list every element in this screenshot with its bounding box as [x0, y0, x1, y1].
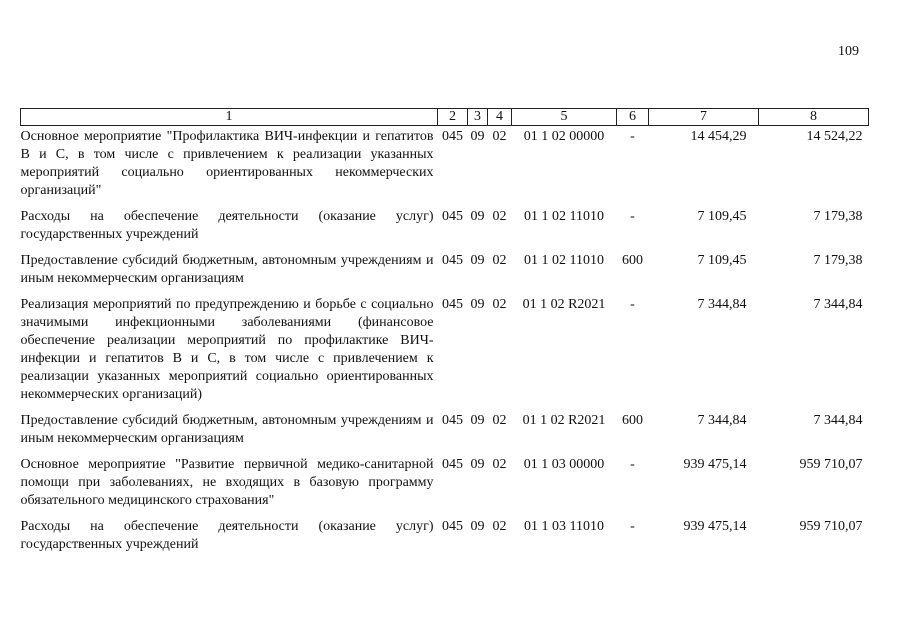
- row-subsection-code: 02: [492, 297, 507, 312]
- row-expense-type: -: [630, 519, 635, 534]
- row-name: Расходы на обеспечение деятельности (оказание услуг) государственных учреждений: [20, 209, 434, 242]
- row-section-code: 09: [470, 253, 485, 268]
- header-col-5: 5: [512, 109, 617, 126]
- row-section-code: 09: [470, 297, 485, 312]
- table-header-row: [21, 109, 869, 126]
- row-admin-code: 045: [442, 457, 463, 472]
- row-name: Основное мероприятие "Профилактика ВИЧ-инфекции и гепатитов В и С, в том числе с привлечением к реализации указанных мероприятий социально ориентированных некоммерческих организаций": [20, 129, 434, 198]
- table-row: [21, 296, 869, 412]
- row-expense-type: -: [630, 129, 635, 144]
- row-amount-year1: 7 109,45: [697, 253, 747, 268]
- row-name: Расходы на обеспечение деятельности (оказание услуг) государственных учреждений: [20, 519, 434, 552]
- table-row: [21, 518, 869, 562]
- row-subsection-code: 02: [492, 413, 507, 428]
- row-admin-code: 045: [442, 253, 463, 268]
- row-section-code: 09: [470, 519, 485, 534]
- page-number: 109: [838, 44, 859, 59]
- row-subsection-code: 02: [492, 209, 507, 224]
- row-amount-year2: 7 179,38: [813, 209, 863, 224]
- row-target-article: 01 1 03 11010: [524, 519, 604, 534]
- budget-table: [20, 108, 869, 562]
- row-section-code: 09: [470, 457, 485, 472]
- row-amount-year1: 7 109,45: [697, 209, 747, 224]
- header-col-7: 7: [649, 109, 759, 126]
- row-target-article: 01 1 02 R2021: [522, 413, 606, 428]
- row-target-article: 01 1 02 11010: [524, 209, 604, 224]
- table-row: [21, 252, 869, 296]
- row-expense-type: -: [630, 297, 635, 312]
- row-amount-year2: 959 710,07: [799, 457, 863, 472]
- header-col-6: 6: [617, 109, 649, 126]
- row-admin-code: 045: [442, 209, 463, 224]
- header-col-2: 2: [438, 109, 468, 126]
- row-target-article: 01 1 02 00000: [523, 129, 605, 144]
- table-row: [21, 412, 869, 456]
- row-admin-code: 045: [442, 519, 463, 534]
- row-section-code: 09: [470, 209, 485, 224]
- row-expense-type: -: [630, 209, 635, 224]
- row-expense-type: 600: [622, 253, 643, 268]
- row-name: Основное мероприятие "Развитие первичной медико-санитарной помощи при заболеваниях, не входящих в базовую программу обязательного медицинского страхования": [20, 457, 434, 508]
- row-admin-code: 045: [442, 413, 463, 428]
- row-amount-year1: 939 475,14: [683, 519, 747, 534]
- row-subsection-code: 02: [492, 253, 507, 268]
- row-expense-type: -: [630, 457, 635, 472]
- row-expense-type: 600: [622, 413, 643, 428]
- row-amount-year2: 7 344,84: [813, 297, 863, 312]
- row-target-article: 01 1 02 11010: [524, 253, 604, 268]
- row-section-code: 09: [470, 413, 485, 428]
- row-amount-year2: 7 179,38: [813, 253, 863, 268]
- row-amount-year2: 7 344,84: [813, 413, 863, 428]
- row-admin-code: 045: [442, 297, 463, 312]
- table-row: [21, 126, 869, 209]
- row-admin-code: 045: [442, 129, 463, 144]
- row-amount-year2: 14 524,22: [806, 129, 863, 144]
- header-col-3: 3: [468, 109, 488, 126]
- table-row: [21, 208, 869, 252]
- row-target-article: 01 1 02 R2021: [522, 297, 606, 312]
- row-section-code: 09: [470, 129, 485, 144]
- header-col-8: 8: [759, 109, 869, 126]
- header-col-4: 4: [488, 109, 512, 126]
- row-name: Предоставление субсидий бюджетным, автономным учреждениям и иным некоммерческим организациям: [20, 253, 434, 286]
- row-name: Предоставление субсидий бюджетным, автономным учреждениям и иным некоммерческим организациям: [20, 413, 434, 446]
- row-amount-year1: 14 454,29: [690, 129, 747, 144]
- row-amount-year1: 939 475,14: [683, 457, 747, 472]
- row-subsection-code: 02: [492, 129, 507, 144]
- row-amount-year1: 7 344,84: [697, 297, 747, 312]
- table-row: [21, 456, 869, 518]
- header-col-1: 1: [21, 109, 438, 126]
- row-amount-year1: 7 344,84: [697, 413, 747, 428]
- row-subsection-code: 02: [492, 519, 507, 534]
- row-name: Реализация мероприятий по предупреждению и борьбе с социально значимыми инфекционными заболеваниями (финансовое обеспечение реализации мероприятий по профилактике ВИЧ-инфекции и гепатитов В и С, в том числе с привлечением к реализации указанных мероприятий социально ориентированных некоммерческих организаций): [20, 297, 434, 402]
- row-subsection-code: 02: [492, 457, 507, 472]
- row-target-article: 01 1 03 00000: [523, 457, 605, 472]
- row-amount-year2: 959 710,07: [799, 519, 863, 534]
